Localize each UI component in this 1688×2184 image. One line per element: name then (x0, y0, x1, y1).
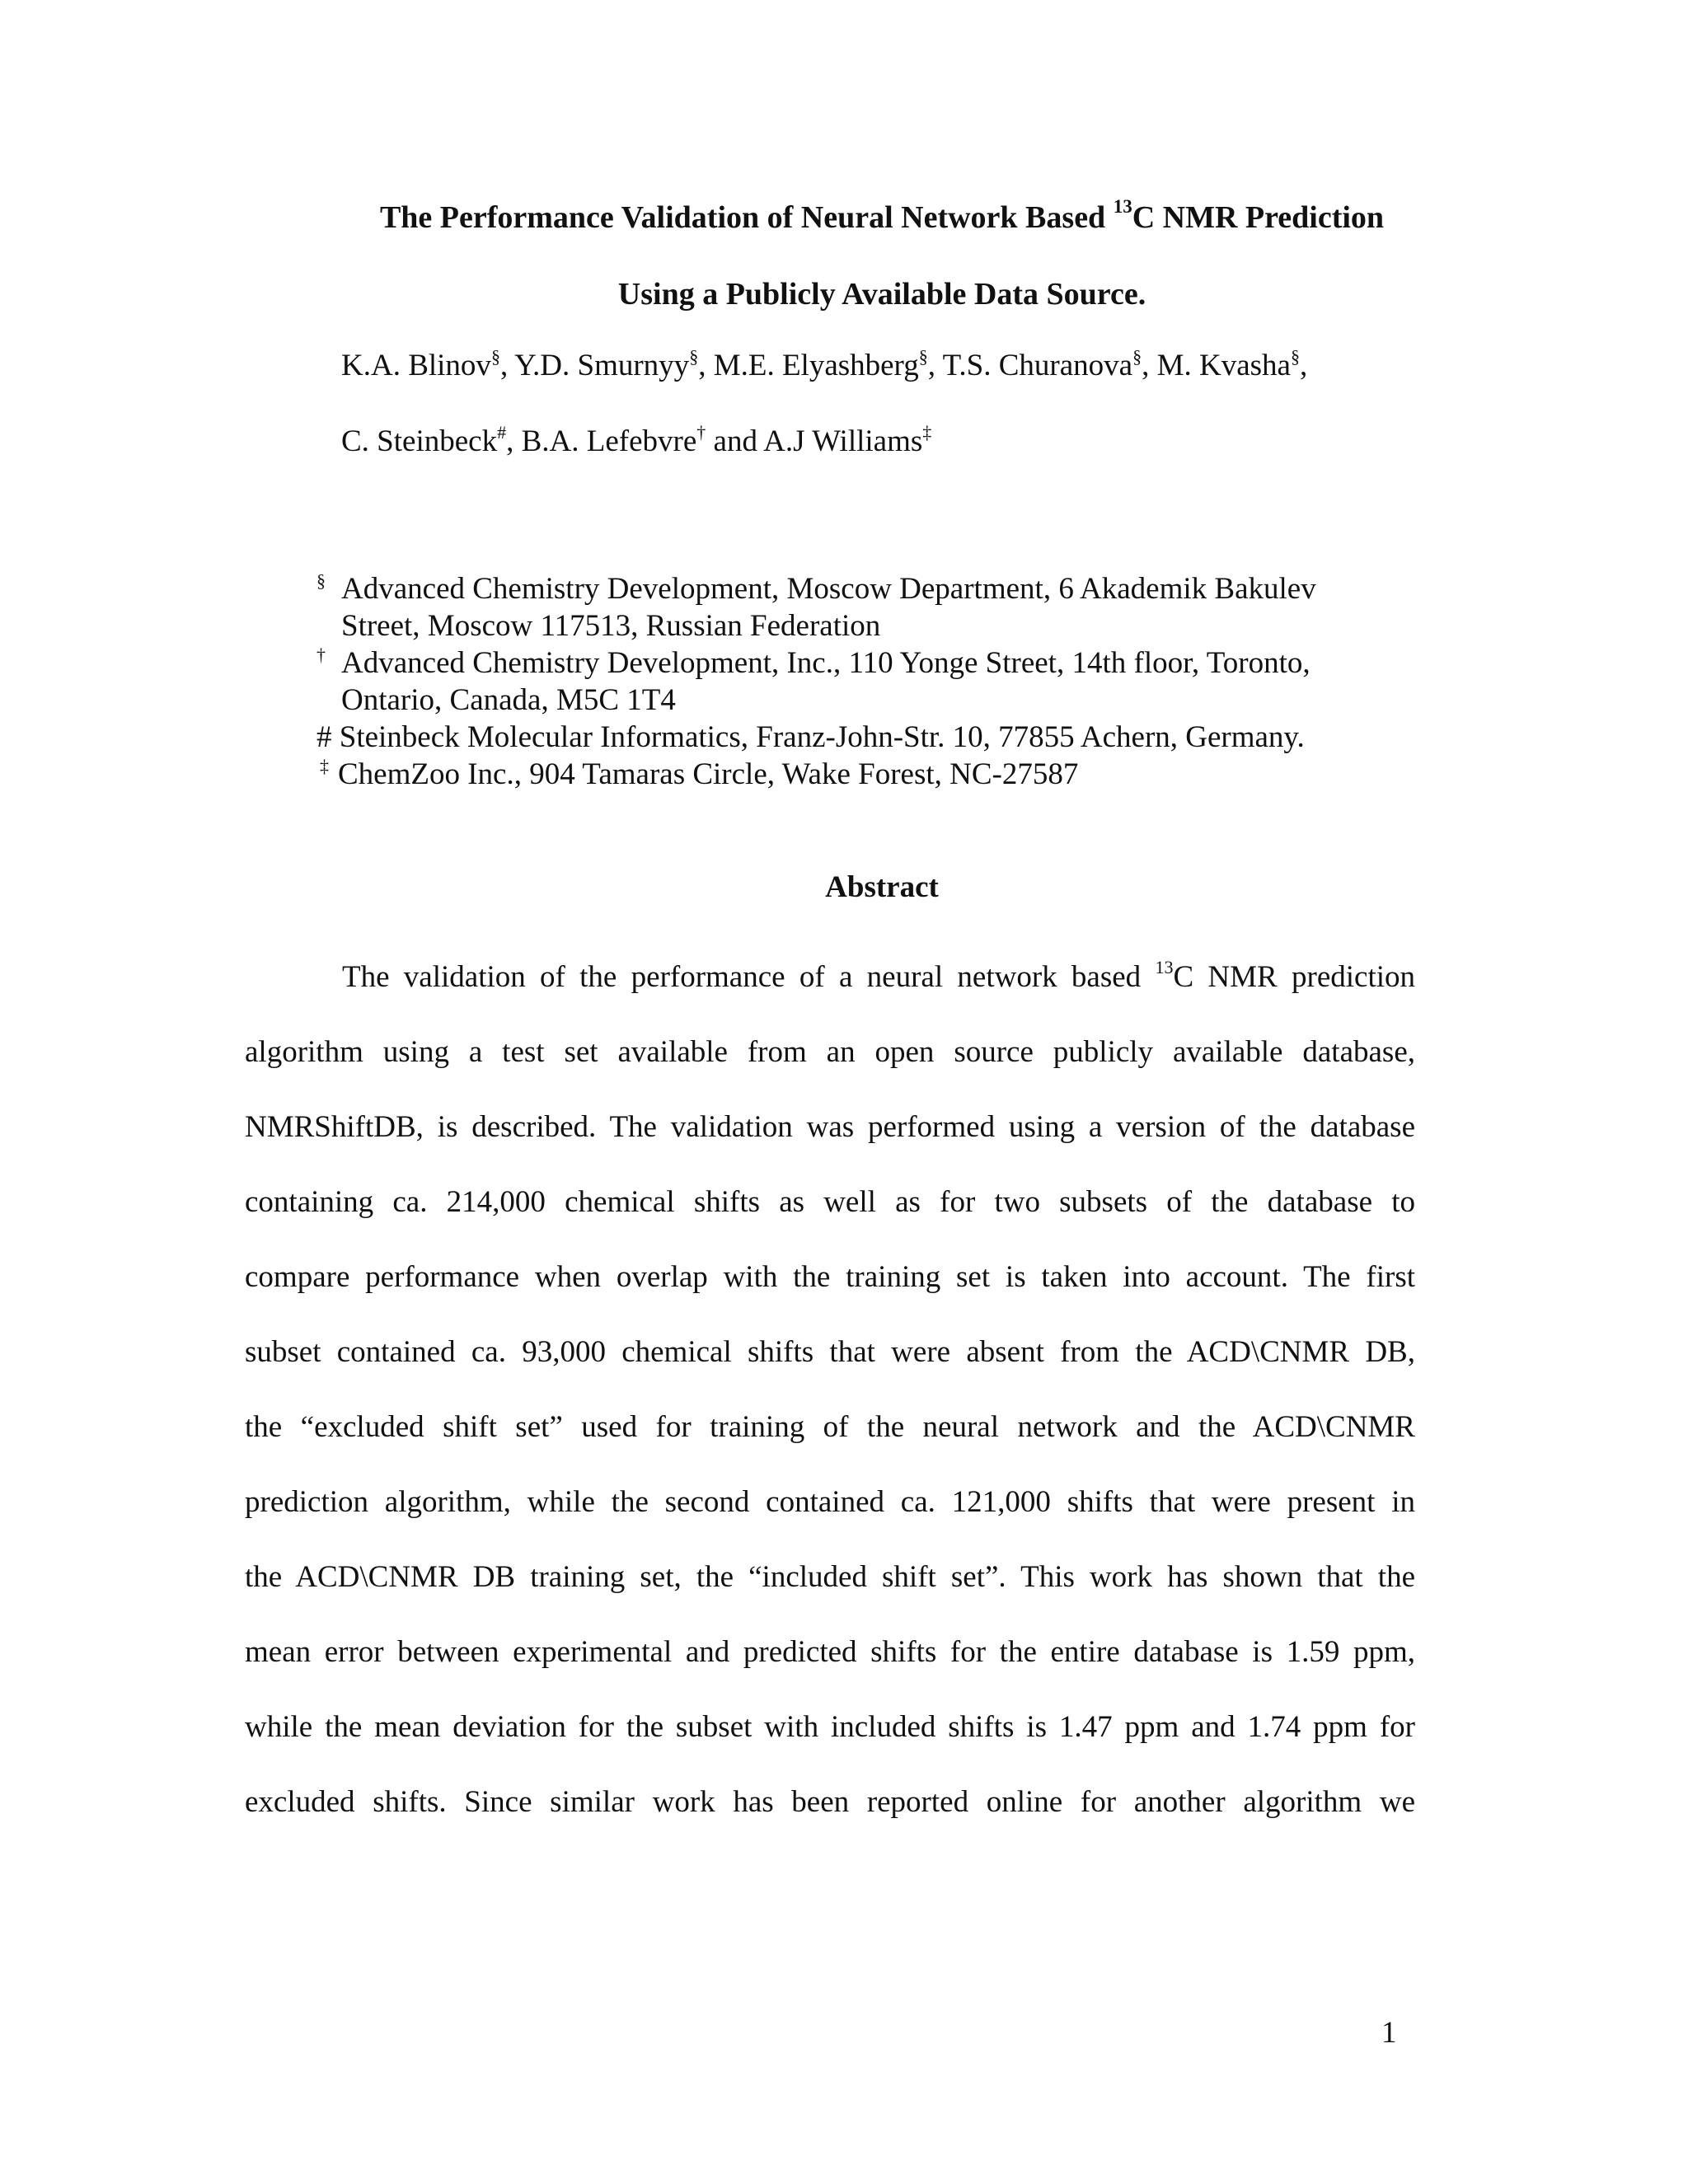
title-line-1 (0, 196, 1688, 235)
abstract-line: prediction algorithm, while the second contained ca. 121,000 shifts that were present in (245, 1485, 1415, 1519)
affiliation-text: ChemZoo Inc., 904 Tamaras Circle, Wake Forest, NC-27587 (338, 757, 1079, 791)
abstract-line: excluded shifts. Since similar work has been reported online for another algorithm we (245, 1785, 1415, 1819)
affiliation-text: Ontario, Canada, M5C 1T4 (341, 683, 676, 717)
affiliation-text: Advanced Chemistry Development, Moscow Department, 6 Akademik Bakulev (341, 572, 1316, 606)
title-line-2: Using a Publicly Available Data Source. (617, 277, 1146, 312)
author: B.A. Lefebvre† and (521, 422, 764, 458)
abstract-body (245, 940, 1415, 1840)
author: K.A. Blinov§, (341, 346, 515, 382)
abstract-line: while the mean deviation for the subset with included shifts is 1.47 ppm and 1.74 ppm for (245, 1710, 1415, 1744)
affiliation-mark: ‡ (320, 756, 329, 776)
author: M.E. Elyashberg§, (713, 346, 943, 382)
author: C. Steinbeck#, (341, 422, 522, 458)
abstract-heading: Abstract (825, 870, 939, 904)
abstract-line: the ACD\CNMR DB training set, the “included shift set”. This work has shown that the (245, 1560, 1415, 1594)
abstract-line: subset contained ca. 93,000 chemical shifts that were absent from the ACD\CNMR DB, (245, 1335, 1415, 1369)
author: A.J Williams‡ (763, 422, 932, 458)
title-text-after: C NMR Prediction (1132, 200, 1385, 235)
authors-line-1 (341, 346, 1308, 382)
page-number: 1 (1381, 2016, 1397, 2050)
author: Y.D. Smurnyy§, (514, 346, 714, 382)
abstract-line: containing ca. 214,000 chemical shifts as well as for two subsets of the database to (245, 1185, 1415, 1219)
affiliation-text: Street, Moscow 117513, Russian Federation (341, 609, 881, 643)
abstract-line: The validation of the performance of a neural network based $^{13}$C NMR prediction (342, 957, 1416, 994)
title-text-before: The Performance Validation of Neural Network Based (379, 200, 1114, 235)
abstract-line: compare performance when overlap with the training set is taken into account. The first (245, 1260, 1415, 1294)
abstract-line: algorithm using a test set available from an open source publicly available database, (245, 1035, 1415, 1069)
affiliation-mark: † (316, 644, 326, 665)
affiliation-text: Advanced Chemistry Development, Inc., 110 Yonge Street, 14th floor, Toronto, (341, 646, 1311, 680)
abstract-line: mean error between experimental and predicted shifts for the entire database is 1.59 ppm, (245, 1635, 1415, 1669)
abstract-line: NMRShiftDB, is described. The validation was performed using a version of the database (245, 1110, 1415, 1144)
authors-line-2 (341, 422, 932, 458)
affiliation-text: # Steinbeck Molecular Informatics, Franz-John-Str. 10, 77855 Achern, Germany. (316, 720, 1305, 754)
author: M. Kvasha§, (1156, 346, 1308, 382)
abstract-line: the “excluded shift set” used for training of the neural network and the ACD\CNMR (245, 1410, 1415, 1444)
author: T.S. Churanova§, (942, 346, 1157, 382)
affiliation-mark: § (316, 570, 326, 591)
title-superscript: 13 (1113, 196, 1132, 217)
